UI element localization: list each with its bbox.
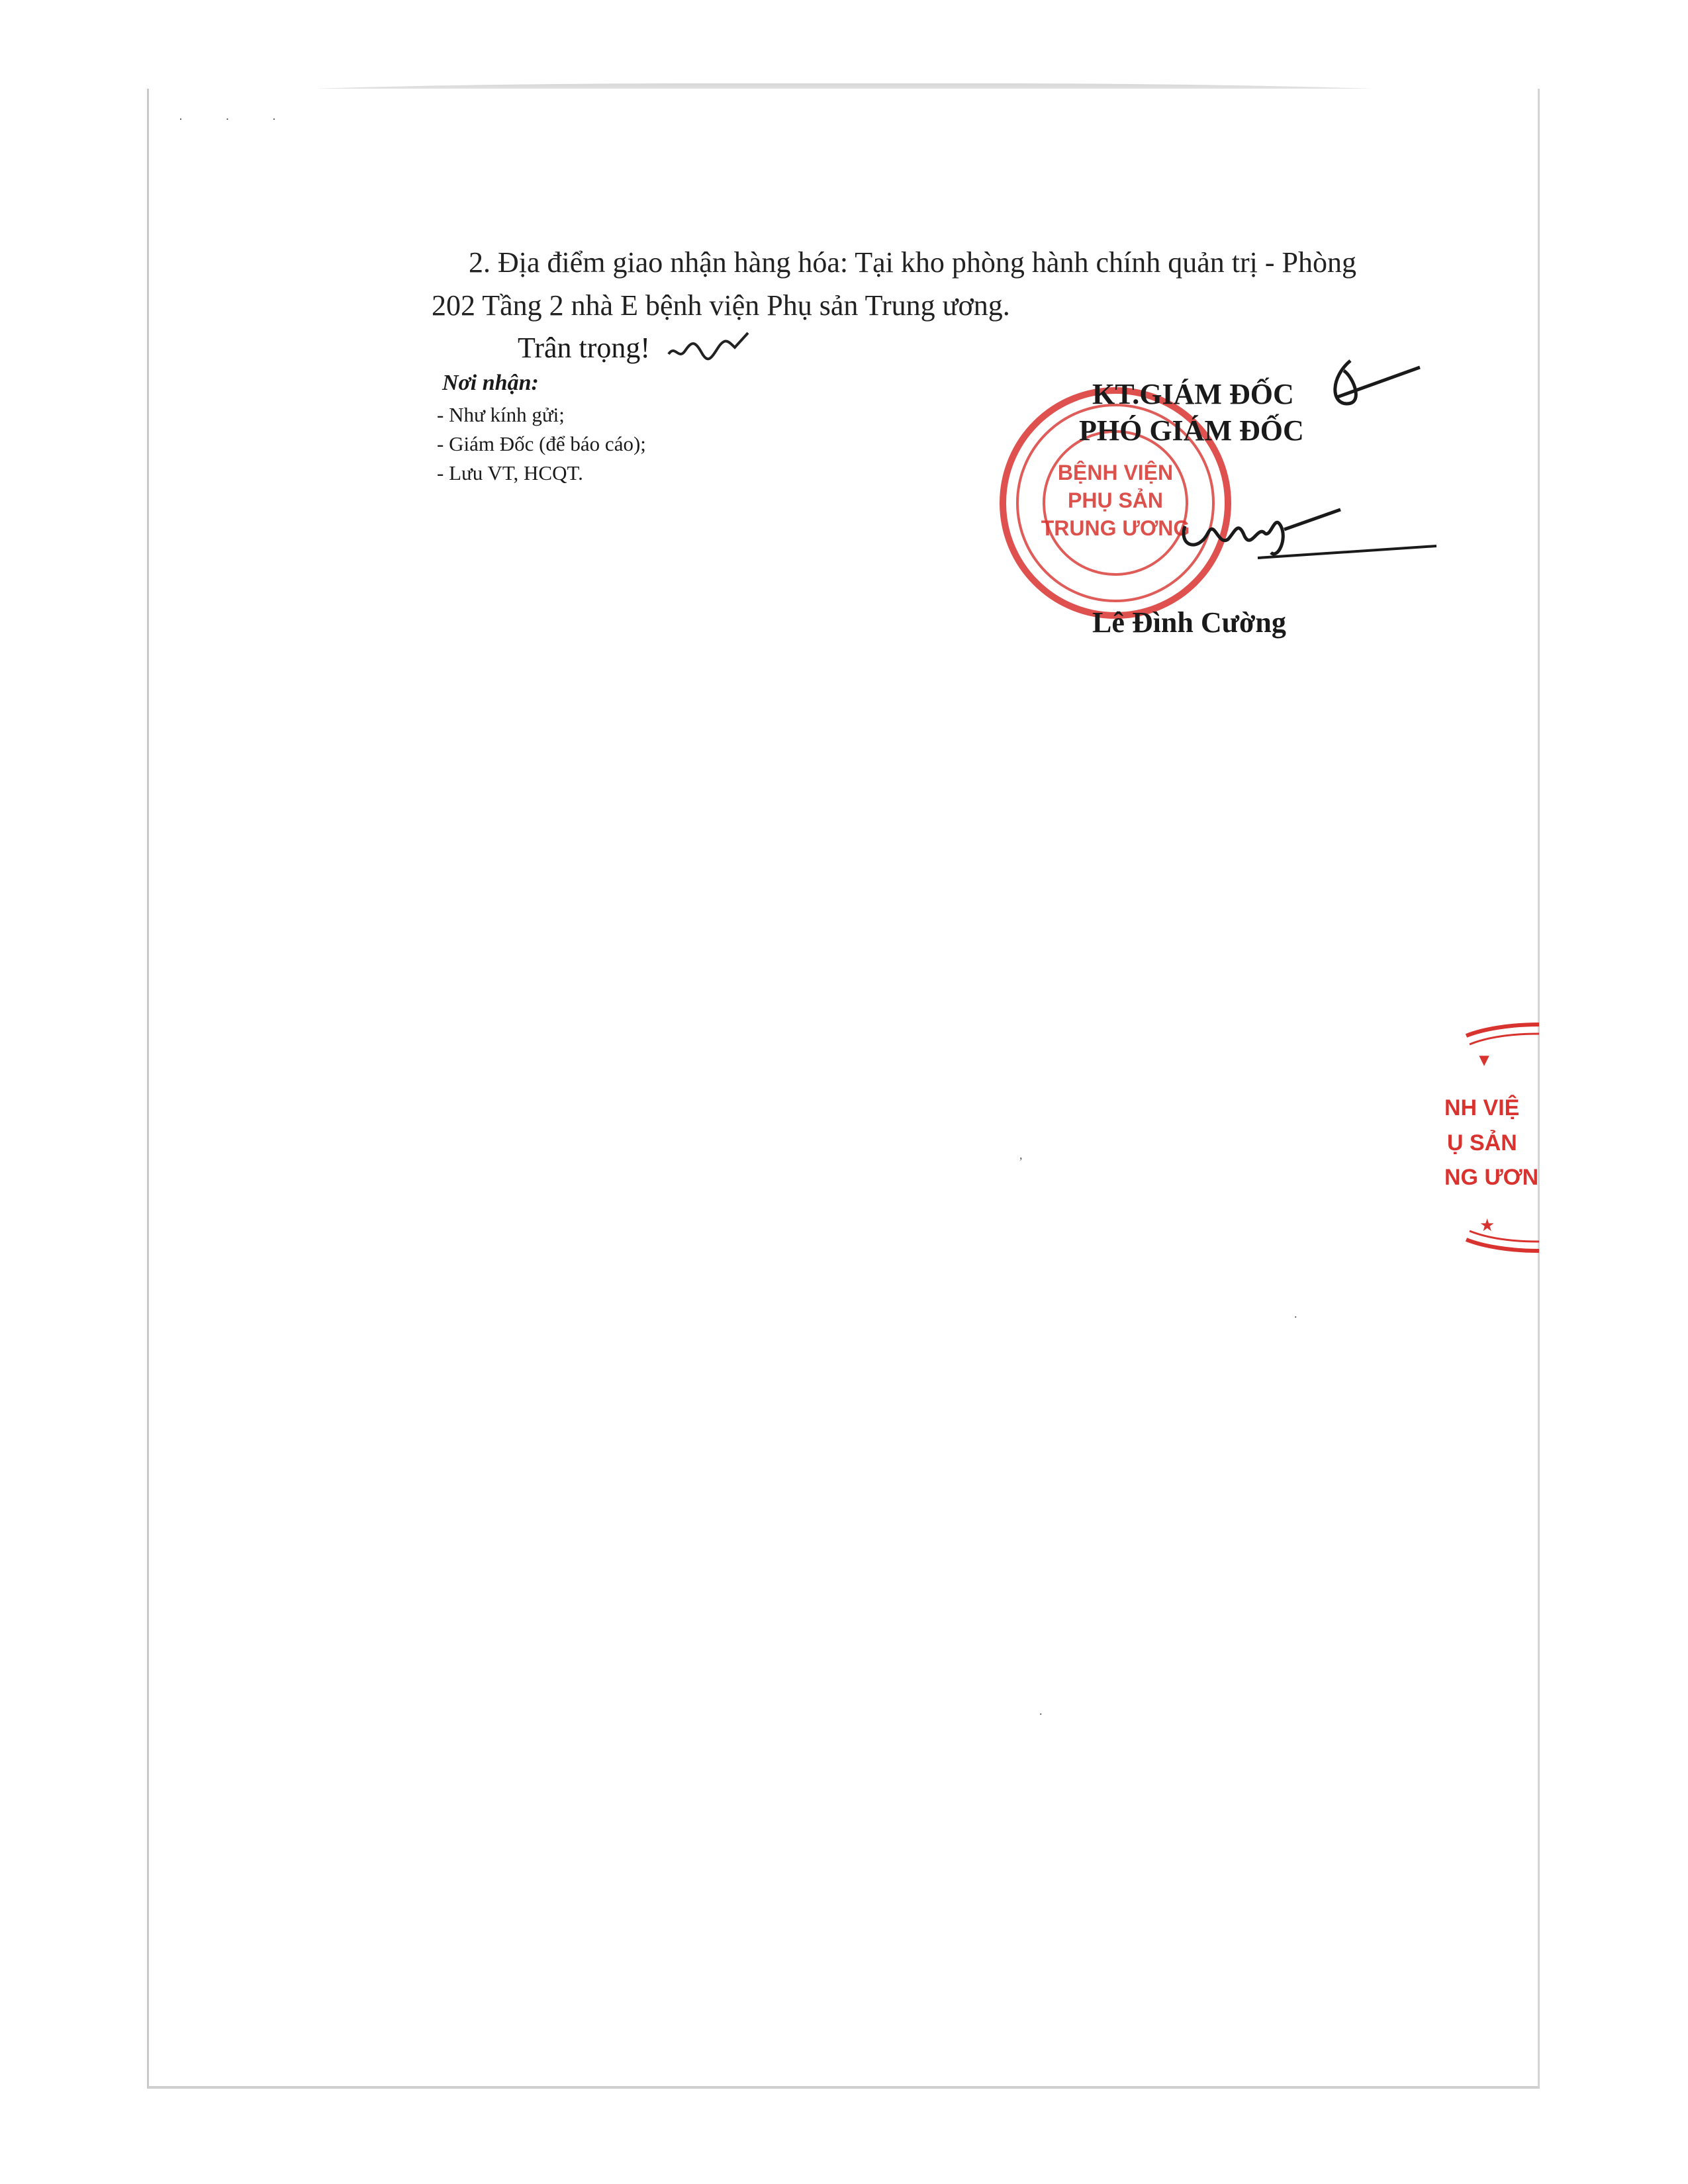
recipient-item: - Như kính gửi; [437, 403, 565, 426]
stamp-line: TRUNG ƯƠNG [1041, 516, 1190, 540]
delivery-location-line-2: 202 Tầng 2 nhà E bệnh viện Phụ sản Trung ương. [432, 289, 1010, 322]
stamp-line: BỆNH VIỆN [1057, 461, 1174, 484]
initial-signature [665, 328, 751, 367]
signer-name: Lê Đình Cường [1092, 606, 1286, 639]
recipient-item: - Lưu VT, HCQT. [437, 461, 583, 484]
stamp-line: Ụ SẢN [1447, 1130, 1517, 1156]
signer-role-line-2: PHÓ GIÁM ĐỐC [1079, 414, 1304, 447]
signer-role-line-1: KT.GIÁM ĐỐC [1092, 378, 1294, 410]
edge-stamp [1443, 1019, 1539, 1271]
stamp-line: NH VIỆ [1444, 1095, 1520, 1120]
signature [1172, 486, 1450, 572]
delivery-location-line-1: 2. Địa điểm giao nhận hàng hóa: Tại kho phòng hành chính quản trị - Phòng [469, 246, 1356, 279]
closing-text: Trân trọng! [518, 332, 651, 364]
recipients-title: Nơi nhận: [442, 371, 539, 395]
svg-text:★: ★ [1479, 1215, 1495, 1235]
scan-speck: . [1039, 1704, 1043, 1717]
svg-text:▾: ▾ [1479, 1049, 1489, 1069]
recipient-item: - Giám Đốc (để báo cáo); [437, 432, 646, 455]
scan-specks: · · · [179, 113, 296, 126]
scan-speck: , [1019, 1148, 1023, 1161]
stamp-line: PHỤ SẢN [1067, 488, 1164, 512]
scan-speck: . [1294, 1307, 1297, 1320]
recipients-list [437, 400, 646, 488]
stamp-line: NG ƯƠN [1444, 1165, 1539, 1190]
approval-mark [1324, 357, 1423, 417]
